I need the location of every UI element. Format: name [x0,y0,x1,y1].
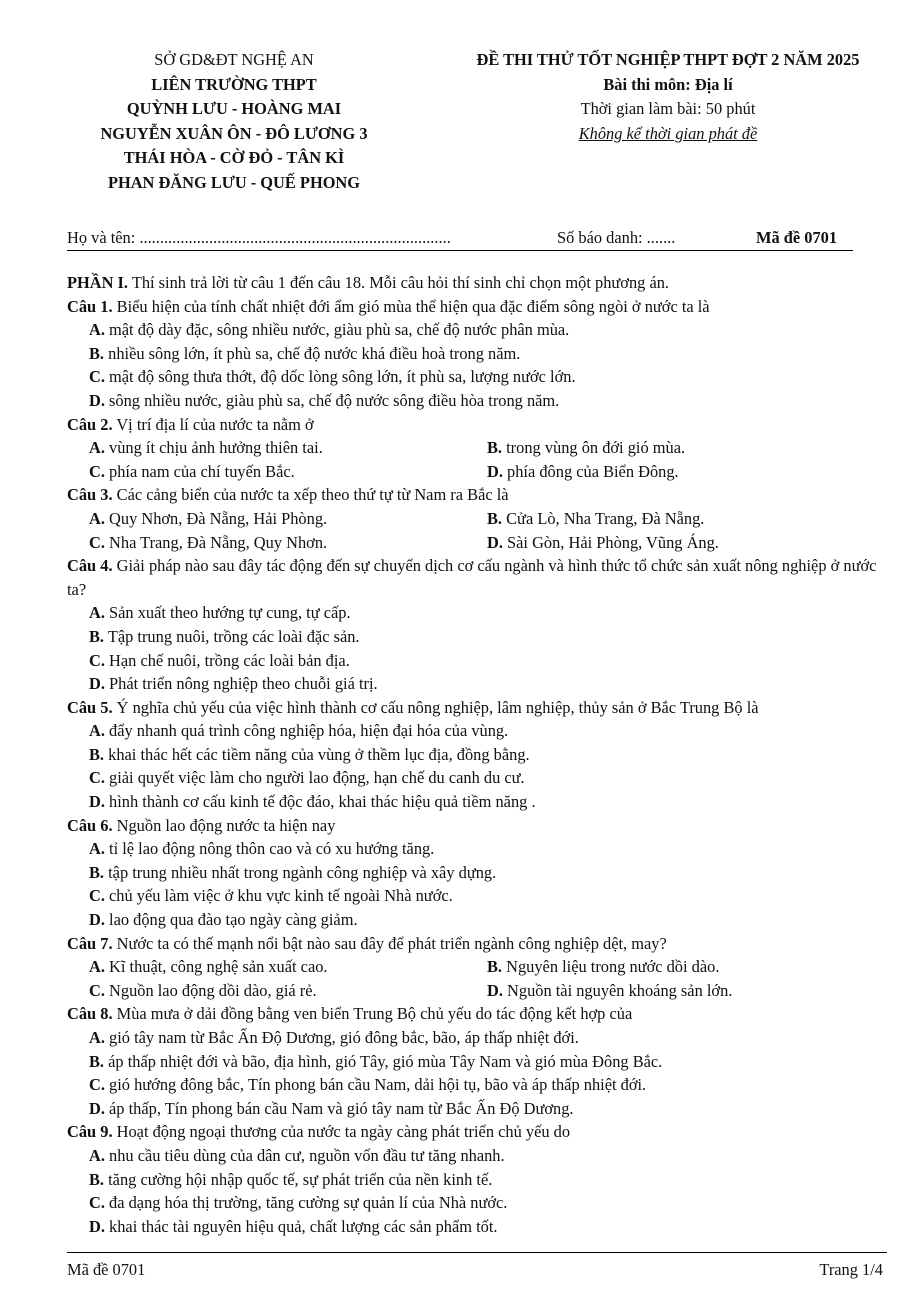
option-text: lao động qua đào tạo ngày càng giảm. [104,910,358,930]
question-text: Nguồn lao động nước ta hiện nay [112,815,336,835]
exam-duration [418,97,918,122]
option-row [67,436,887,460]
school-names-4: PHAN ĐĂNG LƯU - QUẾ PHONG [107,172,361,192]
answer-option [487,460,887,484]
school-names-1: QUỲNH LƯU - HOÀNG MAI [126,99,342,119]
option-text: khai thác tài nguyên hiệu quả, chất lượng các sản phẩm tốt. [104,1216,498,1236]
answer-option [67,672,887,696]
option-text: giải quyết việc làm cho người lao động, hạn chế du canh du cư. [104,768,525,788]
option-text: phía nam của chí tuyến Bắc. [104,461,295,481]
option-text: Nguồn tài nguyên khoáng sản lớn. [502,980,733,1000]
answer-option [67,979,487,1003]
question-stem [67,1002,887,1026]
question-block [67,932,887,1003]
exam-title-block [418,48,918,146]
answer-option [67,625,887,649]
answer-option [67,318,887,342]
question-label: Câu 7. [67,933,113,953]
option-letter: A. [89,508,105,528]
option-row [67,531,887,555]
option-letter: A. [89,957,105,977]
candidate-number-field: Số báo danh: ....... [557,228,676,247]
answer-option [67,743,887,767]
option-letter: B. [487,957,503,977]
school-names-3: THÁI HÒA - CỜ ĐỎ - TÂN KÌ [123,148,345,168]
exam-note: Không kể thời gian phát đề [578,123,758,143]
option-text: Sản xuất theo hướng tự cung, tự cấp. [104,603,351,623]
option-letter: D. [89,674,105,694]
option-letter: D. [89,792,105,812]
option-letter: C. [89,1193,105,1213]
question-label: Câu 8. [67,1004,113,1024]
answer-option [67,507,487,531]
option-letter: A. [89,1145,105,1165]
option-letter: A. [89,603,105,623]
option-text: đẩy nhanh quá trình công nghiệp hóa, hiện đại hóa của vùng. [104,721,509,741]
option-row [67,955,887,979]
part-instruction [67,271,887,295]
option-letter: C. [89,650,105,670]
option-text: mật độ dày đặc, sông nhiều nước, giàu phù sa, chế độ nước phân mùa. [104,320,570,340]
part-text: Thí sinh trả lời từ câu 1 đến câu 18. Mỗi câu hỏi thí sinh chỉ chọn một phương án. [128,273,670,292]
part-label: PHẦN I. [67,273,129,292]
footer-divider [67,1252,887,1253]
option-text: Cửa Lò, Nha Trang, Đà Nẵng. [502,508,705,528]
option-text: gió hướng đông bắc, Tín phong bán cầu Nam, dải hội tụ, bão và áp thấp nhiệt đới. [104,1075,647,1095]
question-label: Câu 6. [67,815,113,835]
question-section [67,271,887,1238]
question-block [67,554,887,696]
exam-code: Mã đề 0701 [756,228,838,247]
question-block [67,696,887,814]
option-text: Nguồn lao động dồi dào, giá rẻ. [104,980,317,1000]
option-text: Tập trung nuôi, trồng các loài đặc sản. [104,626,360,646]
option-text: phía đông của Biển Đông. [502,461,679,481]
answer-option [67,649,887,673]
question-stem [67,554,887,601]
answer-option [67,601,887,625]
candidate-info [67,226,853,250]
option-letter: B. [89,343,105,363]
option-letter: D. [487,532,503,552]
option-text: áp thấp nhiệt đới và bão, địa hình, gió Tây, gió mùa Tây Nam và gió mùa Đông Bắc. [104,1051,663,1071]
option-letter: C. [89,980,105,1000]
question-stem [67,1120,887,1144]
option-letter: C. [89,886,105,906]
option-letter: B. [89,1051,105,1071]
candidate-name-field: Họ và tên: ............................................................................ [67,228,451,247]
question-text: Vị trí địa lí của nước ta nằm ở [112,414,314,434]
question-block [67,295,887,413]
question-text: Ý nghĩa chủ yếu của việc hình thành cơ cấu nông nghiệp, lâm nghiệp, thủy sản ở Bắc Trung Bộ là [112,697,759,717]
option-text: nhu cầu tiêu dùng của dân cư, nguồn vốn đầu tư tăng nhanh. [104,1145,505,1165]
question-stem [67,295,887,319]
question-label: Câu 9. [67,1122,113,1142]
answer-option [67,1144,887,1168]
answer-option [67,531,487,555]
answer-option [487,531,887,555]
answer-option [487,979,887,1003]
answer-option [67,766,887,790]
option-text: tăng cường hội nhập quốc tế, sự phát triển của nền kinh tế. [104,1169,493,1189]
option-letter: A. [89,721,105,741]
answer-option [67,790,887,814]
answer-option [67,837,887,861]
question-label: Câu 1. [67,296,113,316]
answer-option [67,1097,887,1121]
answer-option [67,342,887,366]
option-row [67,979,887,1003]
school-block [48,48,420,196]
question-stem [67,932,887,956]
answer-option [67,1026,887,1050]
option-text: trong vùng ôn đới gió mùa. [502,438,686,458]
question-block [67,413,887,484]
exam-header [0,48,921,208]
option-text: tỉ lệ lao động nông thôn cao và có xu hướng tăng. [104,839,435,859]
option-letter: A. [89,320,105,340]
footer-page-number: Trang 1/4 [819,1260,883,1279]
exam-subject: Bài thi môn: Địa lí [603,74,733,94]
option-text: gió tây nam từ Bắc Ấn Độ Dương, gió đông bắc, bão, áp thấp nhiệt đới. [104,1028,579,1047]
option-letter: C. [89,367,105,387]
answer-option [67,719,887,743]
option-row [67,460,887,484]
option-letter: D. [89,1216,105,1236]
option-letter: C. [89,1075,105,1095]
answer-option [487,507,887,531]
option-letter: B. [487,438,503,458]
option-letter: D. [487,461,503,481]
option-letter: C. [89,532,105,552]
option-text: tập trung nhiều nhất trong ngành công nghiệp và xây dựng. [104,862,497,882]
option-letter: D. [89,1098,105,1118]
option-text: Quy Nhơn, Đà Nẵng, Hải Phòng. [104,508,328,528]
exam-title: ĐỀ THI THỬ TỐT NGHIỆP THPT ĐỢT 2 NĂM 2025 [476,50,860,69]
school-names-2: NGUYỄN XUÂN ÔN - ĐÔ LƯƠNG 3 [100,123,368,143]
answer-option [67,861,887,885]
option-letter: A. [89,438,105,458]
option-text: Nguyên liệu trong nước dồi dào. [502,957,720,977]
option-letter: B. [89,862,105,882]
option-text: chủ yếu làm việc ở khu vực kinh tế ngoài Nhà nước. [104,886,453,906]
question-text: Các cảng biển của nước ta xếp theo thứ tự từ Nam ra Bắc là [112,485,509,505]
duration-value: 50 phút [705,99,756,119]
option-letter: C. [89,768,105,788]
option-letter: A. [89,839,105,859]
option-letter: D. [89,390,105,410]
question-block [67,1002,887,1120]
answer-option [67,1050,887,1074]
duration-label: Thời gian làm bài: [580,99,702,119]
answer-option [487,436,887,460]
answer-option [67,1073,887,1097]
question-label: Câu 4. [67,556,113,576]
option-text: Kĩ thuật, công nghệ sản xuất cao. [104,957,328,977]
answer-option [67,389,887,413]
question-label: Câu 3. [67,485,113,505]
question-block [67,814,887,932]
answer-option [487,955,887,979]
question-text: Hoạt động ngoại thương của nước ta ngày càng phát triển chủ yếu do [112,1122,571,1142]
answer-option [67,955,487,979]
option-text: Hạn chế nuôi, trồng các loài bản địa. [104,650,350,670]
option-text: áp thấp, Tín phong bán cầu Nam và gió tây nam từ Bắc Ấn Độ Dương. [104,1098,574,1118]
option-letter: D. [487,980,503,1000]
question-label: Câu 5. [67,697,113,717]
school-group-title: LIÊN TRƯỜNG THPT [151,74,317,94]
option-letter: B. [89,626,105,646]
answer-option [67,1191,887,1215]
option-row [67,507,887,531]
option-letter: B. [89,1169,105,1189]
question-block [67,1120,887,1238]
option-text: hình thành cơ cấu kinh tế độc đáo, khai thác hiệu quả tiềm năng . [104,792,536,812]
option-letter: A. [89,1028,105,1047]
option-letter: B. [89,744,105,764]
question-stem [67,483,887,507]
question-list [67,295,887,1239]
answer-option [67,1168,887,1192]
option-text: khai thác hết các tiềm năng của vùng ở thềm lục địa, đồng bằng. [104,744,530,764]
question-text: Giải pháp nào sau đây tác động đến sự chuyển dịch cơ cấu ngành và hình thức tổ chức sản xuất nông nghiệp ở nước ta? [67,556,877,599]
option-text: đa dạng hóa thị trường, tăng cường sự quản lí của Nhà nước. [104,1193,508,1213]
option-letter: B. [487,508,503,528]
question-text: Nước ta có thế mạnh nổi bật nào sau đây để phát triển ngành công nghiệp dệt, may? [112,933,667,953]
question-stem [67,696,887,720]
question-stem [67,413,887,437]
option-letter: C. [89,461,105,481]
answer-option [67,436,487,460]
footer-exam-code: Mã đề 0701 [67,1260,146,1279]
answer-option [67,365,887,389]
question-label: Câu 2. [67,414,113,434]
answer-option [67,908,887,932]
option-text: mật độ sông thưa thớt, độ dốc lòng sông lớn, ít phù sa, lượng nước lớn. [104,367,576,387]
option-text: Phát triển nông nghiệp theo chuỗi giá trị. [104,674,378,694]
department-name: SỞ GD&ĐT NGHỆ AN [154,50,314,69]
info-divider [67,250,853,251]
question-text: Mùa mưa ở dải đồng bằng ven biển Trung Bộ chủ yếu do tác động kết hợp của [112,1004,633,1024]
answer-option [67,884,887,908]
answer-option [67,1215,887,1239]
option-text: Nha Trang, Đà Nẵng, Quy Nhơn. [104,532,328,552]
option-text: sông nhiều nước, giàu phù sa, chế độ nước sông điều hòa trong năm. [104,390,560,410]
answer-option [67,460,487,484]
option-text: nhiều sông lớn, ít phù sa, chế độ nước khá điều hoà trong năm. [104,343,521,363]
question-text: Biểu hiện của tính chất nhiệt đới ẩm gió mùa thể hiện qua đặc điểm sông ngòi ở nước ta là [112,296,710,316]
option-text: Sài Gòn, Hải Phòng, Vũng Áng. [502,532,719,552]
question-stem [67,814,887,838]
option-letter: D. [89,910,105,930]
question-block [67,483,887,554]
option-text: vùng ít chịu ảnh hưởng thiên tai. [104,438,323,458]
